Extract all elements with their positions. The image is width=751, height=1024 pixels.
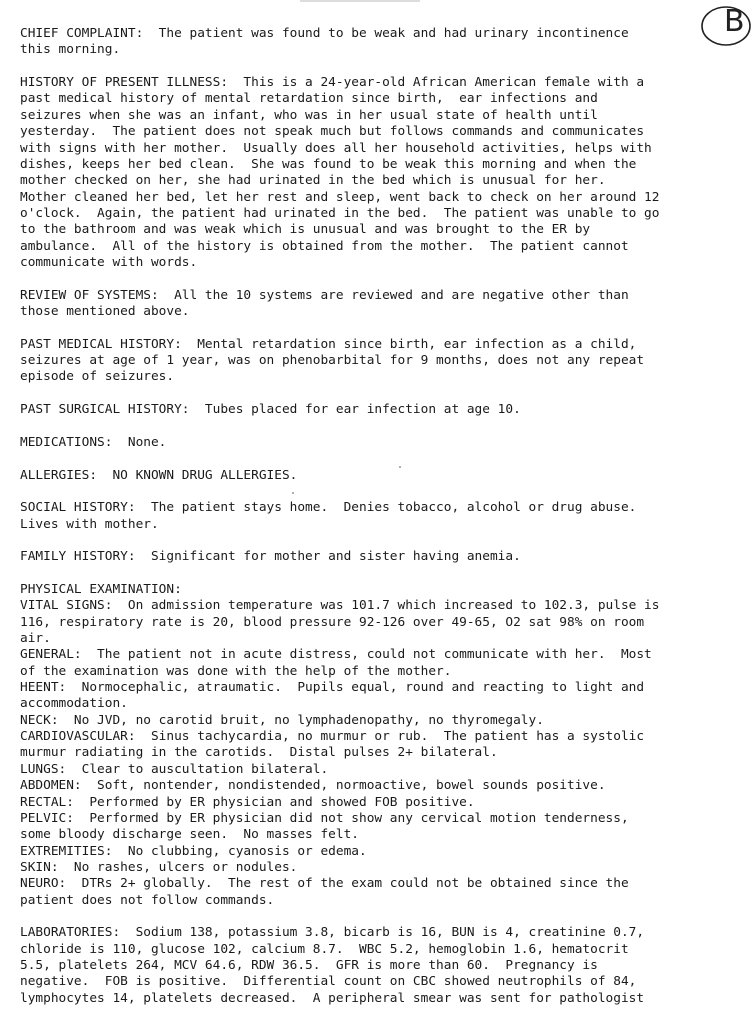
document-line: seizures at age of 1 year, was on phenobarbital for 9 months, does not any repeat — [20, 353, 645, 368]
document-line: LUNGS: Clear to auscultation bilateral. — [20, 761, 329, 777]
document-line: SKIN: No rashes, ulcers or nodules. — [20, 859, 298, 875]
document-line: CHIEF COMPLAINT: The patient was found to be weak and had urinary incontinence — [20, 26, 629, 41]
document-line: PELVIC: Performed by ER physician did not show any cervical motion tenderness, — [20, 810, 629, 826]
document-line: PAST SURGICAL HISTORY: Tubes placed for ear infection at age 10. — [20, 402, 521, 418]
document-line: to the bathroom and was weak which is unusual and was brought to the ER by — [20, 222, 591, 238]
document-line: 5.5, platelets 264, MCV 64.6, RDW 36.5. GFR is more than 60. Pregnancy is — [20, 958, 598, 973]
document-line: NEURO: DTRs 2+ globally. The rest of the exam could not be obtained since the — [20, 876, 629, 892]
document-line: NECK: No JVD, no carotid bruit, no lymphadenopathy, no thyromegaly. — [20, 712, 544, 728]
document-line: o'clock. Again, the patient had urinated in the bed. The patient was unable to go — [20, 205, 660, 221]
document-line: ABDOMEN: Soft, nontender, nondistended, normoactive, bowel sounds positive. — [20, 778, 606, 794]
scan-speck — [292, 492, 294, 494]
document-line: PHYSICAL EXAMINATION: — [20, 581, 182, 597]
document-line: LABORATORIES: Sodium 138, potassium 3.8, bicarb is 16, BUN is 4, creatinine 0.7, — [20, 925, 645, 941]
document-line: some bloody discharge seen. No masses felt. — [20, 827, 359, 843]
document-line: RECTAL: Performed by ER physician and showed FOB positive. — [20, 794, 475, 810]
document-line: lymphocytes 14, platelets decreased. A peripheral smear was sent for pathologist — [20, 990, 645, 1006]
document-line: SOCIAL HISTORY: The patient stays home. Denies tobacco, alcohol or drug abuse. — [20, 500, 637, 516]
document-line: chloride is 110, glucose 102, calcium 8.7. WBC 5.2, hemoglobin 1.6, hematocrit — [20, 941, 629, 957]
document-line: 116, respiratory rate is 20, blood pressure 92-126 over 49-65, O2 sat 98% on room — [20, 614, 645, 630]
document-line: mother checked on her, she had urinated in the bed which is unusual for her. — [20, 173, 606, 189]
document-line: patient does not follow commands. — [20, 892, 275, 908]
document-line: FAMILY HISTORY: Significant for mother and sister having anemia. — [20, 549, 521, 565]
scan-top-edge — [0, 0, 751, 8]
corner-mark: B — [724, 4, 745, 39]
document-line: ambulance. All of the history is obtained from the mother. The patient cannot — [20, 238, 629, 254]
document-line: air. — [20, 631, 51, 646]
document-line: HISTORY OF PRESENT ILLNESS: This is a 24-year-old African American female with a — [20, 75, 645, 91]
document-line: seizures when she was an infant, who was in her usual state of health until — [20, 107, 598, 123]
document-line: yesterday. The patient does not speak much but follows commands and communicates — [20, 124, 645, 140]
document-line: of the examination was done with the help of the mother. — [20, 663, 452, 679]
document-line: Lives with mother. — [20, 516, 159, 532]
document-line: this morning. — [20, 42, 121, 58]
document-line: VITAL SIGNS: On admission temperature was 101.7 which increased to 102.3, pulse is — [20, 598, 660, 614]
document-line: accommodation. — [20, 696, 128, 712]
document-line: negative. FOB is positive. Differential count on CBC showed neutrophils of 84, — [20, 974, 637, 990]
document-line: REVIEW OF SYSTEMS: All the 10 systems are reviewed and are negative other than — [20, 287, 629, 303]
document-line: Mother cleaned her bed, let her rest and sleep, went back to check on her around 12 — [20, 189, 660, 205]
document-line: communicate with words. — [20, 254, 198, 270]
document-line: MEDICATIONS: None. — [20, 434, 167, 450]
document-line: GENERAL: The patient not in acute distress, could not communicate with her. Most — [20, 647, 652, 663]
document-line: with signs with her mother. Usually does all her household activities, helps with — [20, 140, 652, 156]
document-line: EXTREMITIES: No clubbing, cyanosis or edema. — [20, 843, 367, 859]
document-line: episode of seizures. — [20, 369, 175, 385]
document-line: past medical history of mental retardation since birth, ear infections and — [20, 91, 598, 107]
document-line: ALLERGIES: NO KNOWN DRUG ALLERGIES. — [20, 467, 298, 483]
document-line: HEENT: Normocephalic, atraumatic. Pupils equal, round and reacting to light and — [20, 680, 645, 695]
document-line: dishes, keeps her bed clean. She was found to be weak this morning and when the — [20, 156, 637, 172]
document-line: PAST MEDICAL HISTORY: Mental retardation since birth, ear infection as a child, — [20, 336, 637, 352]
document-line: murmur radiating in the carotids. Distal pulses 2+ bilateral. — [20, 745, 498, 761]
document-line: those mentioned above. — [20, 304, 190, 319]
scan-speck — [399, 466, 401, 468]
document-line: CARDIOVASCULAR: Sinus tachycardia, no murmur or rub. The patient has a systolic — [20, 729, 645, 745]
